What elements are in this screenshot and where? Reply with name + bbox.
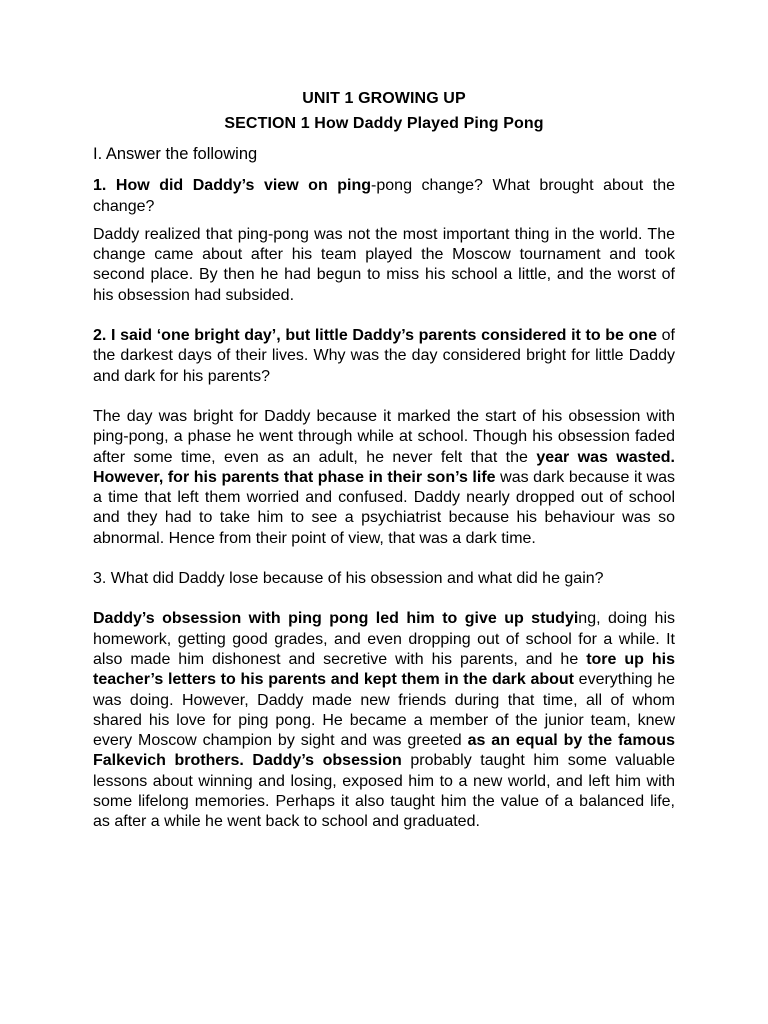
answer-2-bold: year was wasted. However, for his parents that phase in their son’s life [93, 448, 675, 486]
document-page [93, 86, 675, 833]
answer-1: Daddy realized that ping-pong was not the most important thing in the world. The change came about after his team played the Moscow tournament and took second place. By then he had begun to miss his school a little, and the worst of his obsession had subsided. [93, 225, 675, 304]
question-1 [93, 176, 675, 217]
answer-2-part2: was dark because it was a time that left them worried and confused. Daddy nearly dropped out of school and they had to take him to see a psychiatrist because his behaviour was so abnormal. Hence from their point of view, that was a dark time. [93, 468, 675, 547]
question-2 [93, 326, 675, 387]
question-1-bold: 1. How did Daddy’s view on ping [93, 177, 372, 195]
answer-3-part3: probably taught him some valuable lessons about winning and losing, exposed him to a new world, and left him with some lifelong memories. Perhaps it also taught him the value of a balanced life, as after a while he went back to school and graduated. [93, 752, 676, 831]
answer-3-bold1: Daddy’s obsession with ping pong led him to give up studyi [93, 610, 579, 628]
answer-3-bold2: tore up his teacher’s letters to his parents and kept them in the dark about [93, 650, 676, 689]
instruction: I. Answer the following [93, 145, 258, 163]
section-title: SECTION 1 How Daddy Played Ping Pong [224, 115, 544, 132]
answer-3 [93, 609, 675, 832]
question-2-rest: of the darkest days of their lives. Why was the day considered bright for little Daddy and dark for his parents? [93, 327, 675, 385]
answer-3-part2: everything he was doing. However, Daddy made new friends during that time, all of whom shared his love for ping pong. He became a member of the junior team, knew every Moscow champion by sight and was greeted [93, 671, 675, 750]
question-3: 3. What did Daddy lose because of his obsession and what did he gain? [93, 570, 604, 588]
question-1-rest: -pong change? What brought about the change? [93, 177, 675, 215]
unit-title: UNIT 1 GROWING UP [302, 90, 466, 107]
answer-3-bold3: as an equal by the famous Falkevich brothers. Daddy’s obsession [93, 732, 675, 770]
answer-2-part1: The day was bright for Daddy because it marked the start of his obsession with ping-pong, a phase he went through while at school. Though his obsession faded after some time, even as an adult, he never felt that the [93, 407, 675, 466]
answer-2 [93, 407, 675, 549]
answer-3-part1: ng, doing his homework, getting good grades, and even dropping out of school for a while. It also made him dishonest and secretive with his parents, and he [93, 610, 676, 668]
question-2-bold: 2. I said ‘one bright day’, but little Daddy’s parents considered it to be one [93, 327, 658, 345]
